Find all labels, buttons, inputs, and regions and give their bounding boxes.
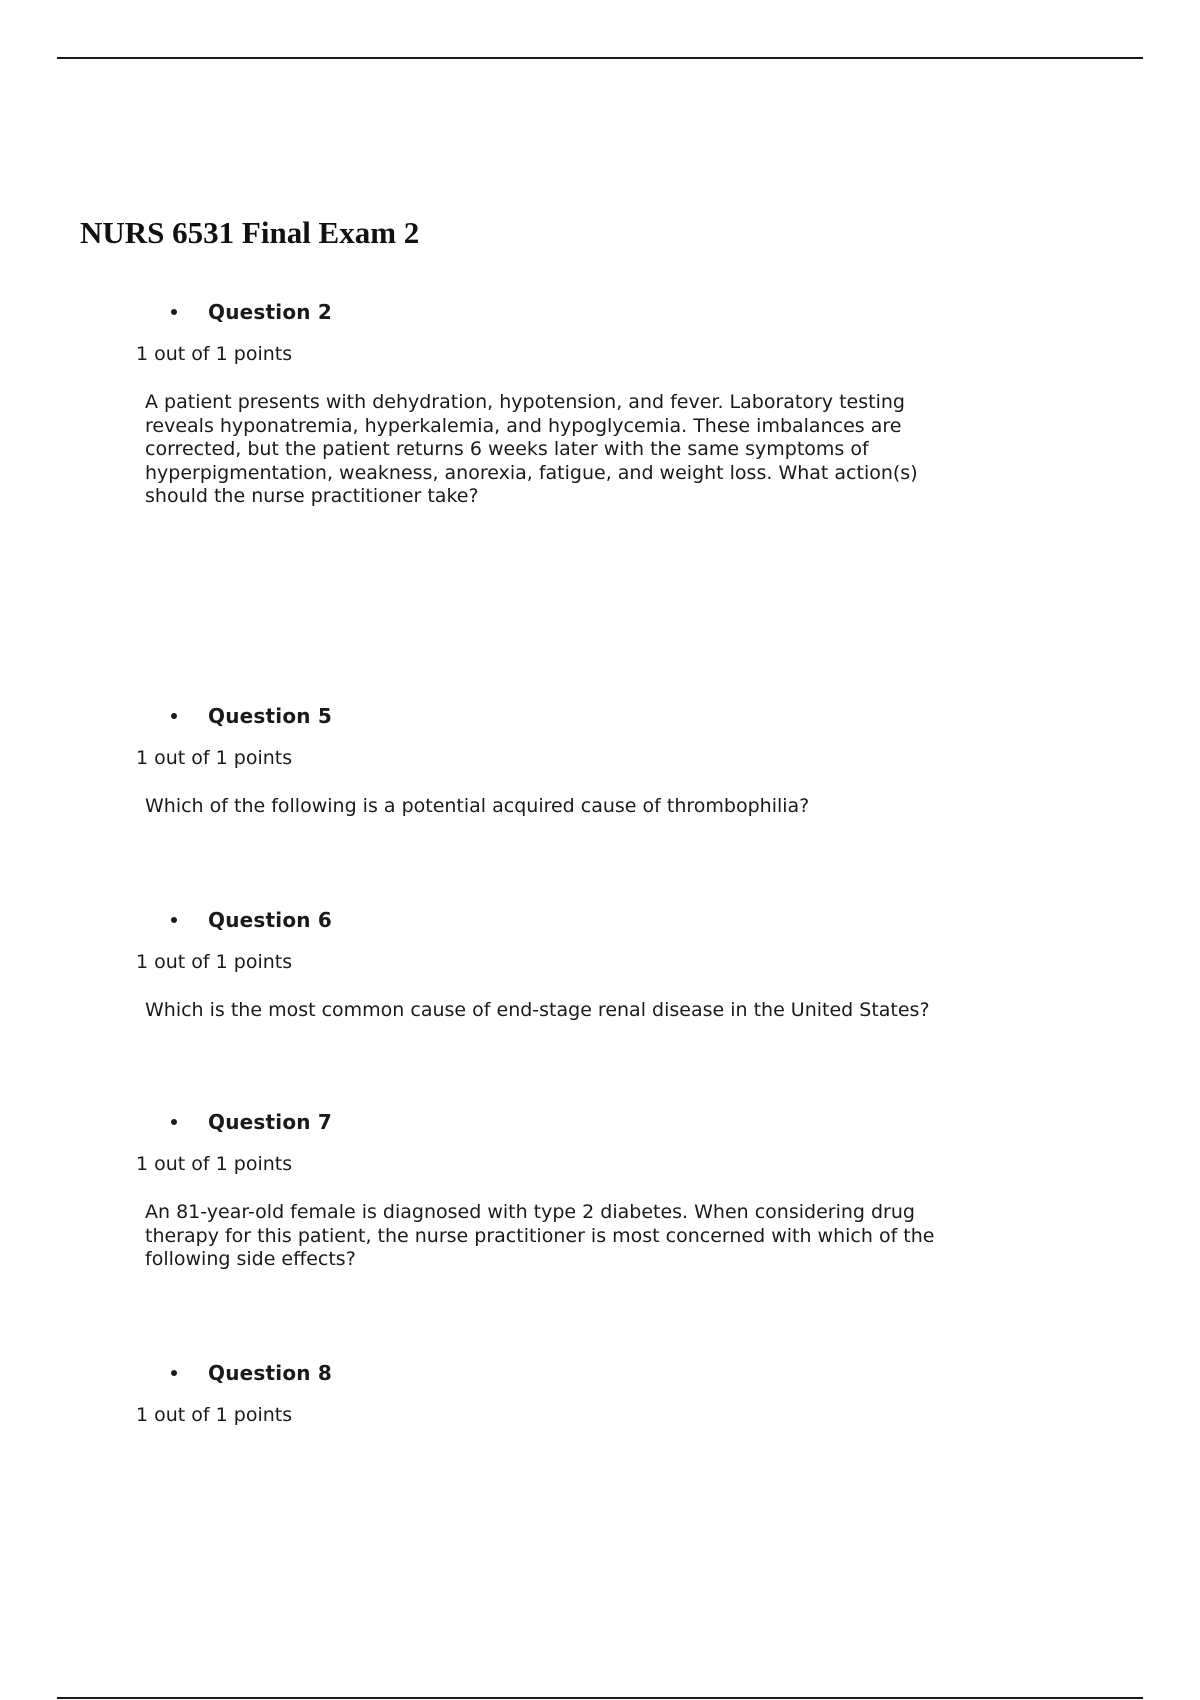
question-points: 1 out of 1 points: [136, 951, 293, 973]
question-text-line: reveals hyponatremia, hyperkalemia, and hypoglycemia. These imbalances are: [145, 414, 902, 437]
question-points: 1 out of 1 points: [136, 747, 293, 769]
bottom-rule: [57, 1697, 1143, 1699]
bullet-icon: [171, 1370, 177, 1376]
question-points: 1 out of 1 points: [136, 343, 293, 365]
question-text-line: Which is the most common cause of end-stage renal disease in the United States?: [145, 999, 930, 1021]
question-text-line: hyperpigmentation, weakness, anorexia, fatigue, and weight loss. What action(s): [145, 461, 918, 484]
question-text-line: Which of the following is a potential acquired cause of thrombophilia?: [145, 795, 810, 817]
question-text-line: corrected, but the patient returns 6 weeks later with the same symptoms of: [145, 438, 869, 460]
question-label: Question 7: [208, 1110, 332, 1134]
question-text-line: A patient presents with dehydration, hypotension, and fever. Laboratory testing: [145, 391, 905, 413]
question-label: Question 2: [208, 300, 332, 324]
question-text-line: An 81-year-old female is diagnosed with type 2 diabetes. When considering drug: [145, 1201, 915, 1223]
question-label: Question 5: [208, 704, 332, 728]
question-label: Question 8: [208, 1361, 332, 1385]
question-heading: [171, 1358, 332, 1388]
question-text-line: therapy for this patient, the nurse practitioner is most concerned with which of the: [145, 1224, 935, 1247]
question-points: 1 out of 1 points: [136, 1404, 293, 1426]
question-text: [145, 391, 1005, 509]
question-text-line: following side effects?: [145, 1248, 356, 1270]
question-text: [145, 795, 1005, 819]
top-rule: [57, 57, 1143, 59]
question-text: [145, 999, 1005, 1023]
question-text: [145, 1201, 1005, 1272]
bullet-icon: [171, 917, 177, 923]
question-label: Question 6: [208, 908, 332, 932]
question-text-line: should the nurse practitioner take?: [145, 485, 479, 507]
question-heading: [171, 701, 332, 731]
question-points: 1 out of 1 points: [136, 1153, 293, 1175]
bullet-icon: [171, 1119, 177, 1125]
question-heading: [171, 905, 332, 935]
bullet-icon: [171, 713, 177, 719]
question-heading: [171, 297, 332, 327]
bullet-icon: [171, 309, 177, 315]
document-title: NURS 6531 Final Exam 2: [80, 215, 420, 250]
question-heading: [171, 1107, 332, 1137]
